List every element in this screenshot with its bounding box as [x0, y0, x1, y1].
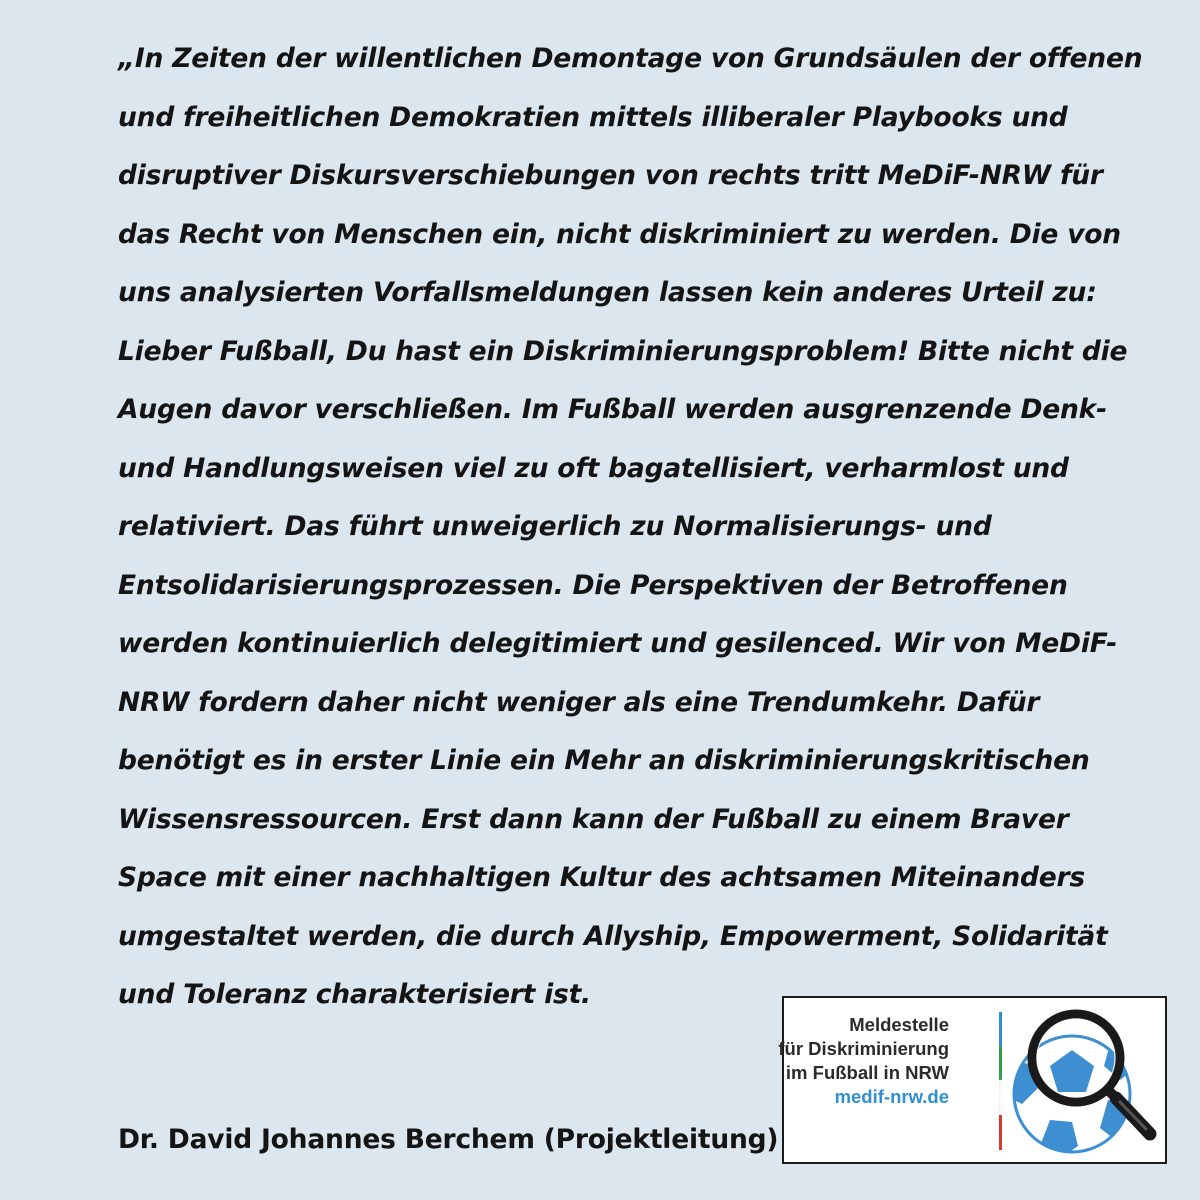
logo-url: medif-nrw.de [834, 1086, 949, 1107]
quote-line: und freiheitlichen Demokratien mittels illiberaler Playbooks und [118, 101, 1068, 133]
logo-line-1: Meldestelle [849, 1014, 949, 1035]
author-attribution: Dr. David Johannes Berchem (Projektleitung) [118, 1124, 779, 1155]
magnifier-football-icon [1010, 1004, 1160, 1159]
quote-line: umgestaltet werden, die durch Allyship, Empowerment, Solidarität [118, 920, 1108, 952]
quote-line: werden kontinuierlich delegitimiert und gesilenced. Wir von MeDiF- [118, 628, 1118, 659]
quote-line: benötigt es in erster Linie ein Mehr an diskriminierungskritischen [118, 745, 1090, 776]
logo-line-2: für Diskriminierung [778, 1038, 949, 1059]
quote-text [118, 30, 1143, 1025]
quote-line: uns analysierten Vorfallsmeldungen lassen kein anderes Urteil zu: [118, 277, 1097, 308]
quote-line: Entsolidarisierungsprozessen. Die Perspektiven der Betroffenen [118, 569, 1068, 601]
medif-logo [778, 996, 1167, 1164]
quote-line: Space mit einer nachhaltigen Kultur des achtsamen Miteinanders [118, 862, 1086, 893]
quote-line: das Recht von Menschen ein, nicht diskriminiert zu werden. Die von [118, 218, 1121, 250]
quote-line: und Handlungsweisen viel zu oft bagatellisiert, verharmlost und [118, 452, 1069, 484]
quote-line: „In Zeiten der willentlichen Demontage von Grundsäulen der offenen [118, 43, 1143, 74]
quote-line: und Toleranz charakterisiert ist. [118, 979, 591, 1010]
quote-line: Augen davor verschließen. Im Fußball werden ausgrenzende Denk- [118, 394, 1107, 425]
quote-line: Lieber Fußball, Du hast ein Diskriminierungsproblem! Bitte nicht die [118, 335, 1128, 367]
logo-text [778, 1013, 949, 1109]
logo-divider [999, 1012, 1002, 1150]
logo-line-3: im Fußball in NRW [785, 1062, 949, 1083]
quote-line: NRW fordern daher nicht weniger als eine Trendumkehr. Dafür [118, 686, 1040, 718]
quote-line: disruptiver Diskursverschiebungen von rechts tritt MeDiF-NRW für [118, 160, 1103, 191]
quote-line: relativiert. Das führt unweigerlich zu Normalisierungs- und [118, 511, 992, 542]
quote-line: Wissensressourcen. Erst dann kann der Fußball zu einem Braver [118, 803, 1069, 835]
